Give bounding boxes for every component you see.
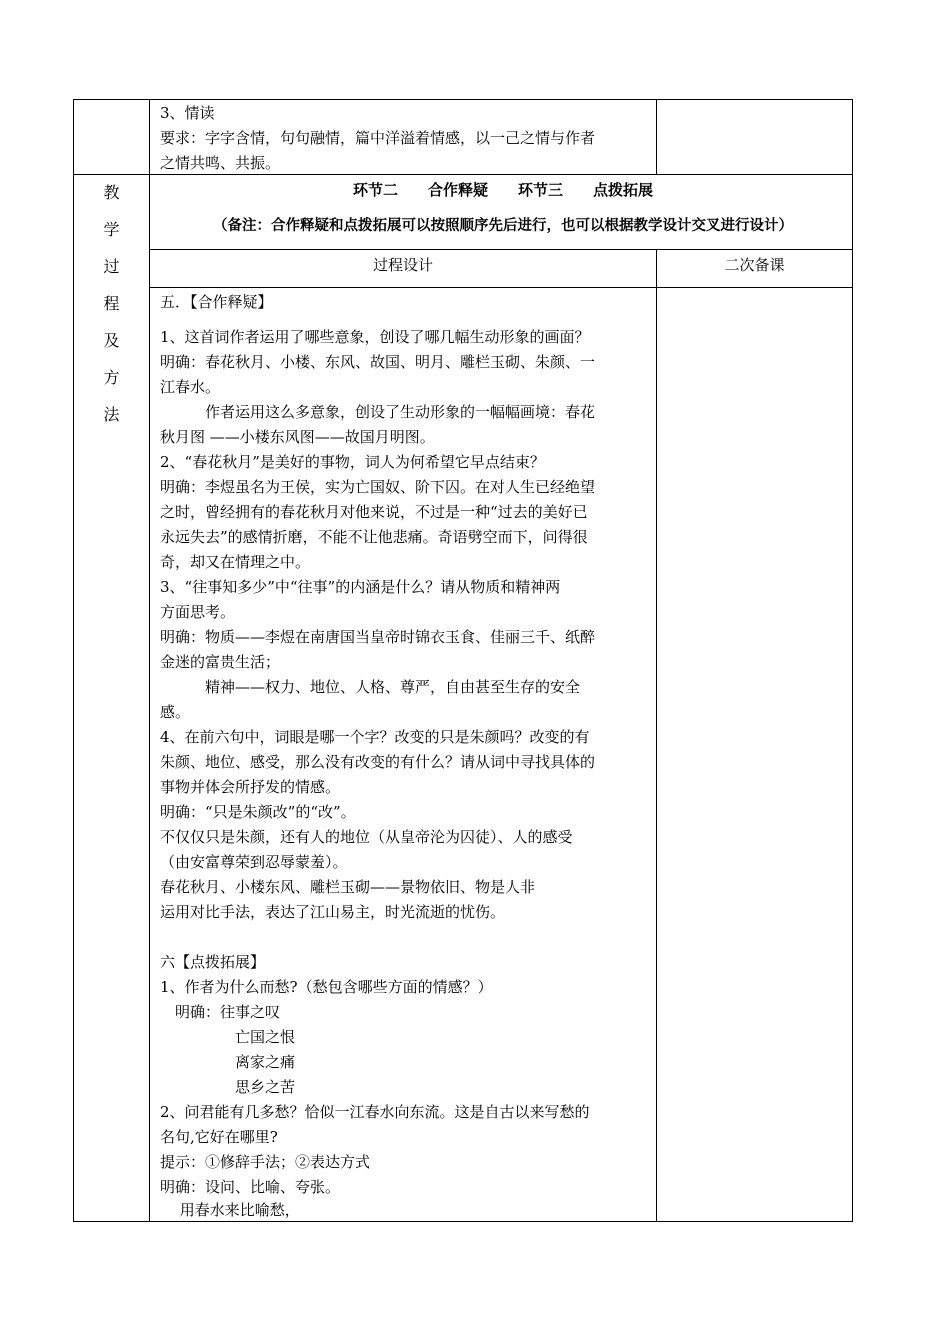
content-line: 永远失去”的感情折磨，不能不让他悲痛。奇语劈空而下，问得很 — [160, 528, 588, 546]
content-line: 明确：“只是朱颜改”的“改”。 — [160, 803, 356, 821]
section-title: 环节二 合作释疑 环节三 点拨拓展 — [352, 181, 653, 199]
content-line: 奇，却又在情理之中。 — [160, 553, 311, 571]
content-line: 六【点拨拓展】 — [160, 953, 266, 971]
row-divider-3 — [149, 287, 853, 288]
top-line: 3、情读 — [160, 104, 215, 122]
content-line: 1、作者为什么而愁?（愁包含哪些方面的情感？） — [160, 978, 493, 996]
second-prep-header: 二次备课 — [724, 256, 785, 274]
content-line: 秋月图 ——小楼东风图——故国月明图。 — [160, 428, 435, 446]
content-line: 金迷的富贵生活； — [160, 653, 281, 671]
content-line: 明确：设问、比喻、夸张。 — [160, 1178, 341, 1196]
content-line: 明确：往事之叹 — [160, 1003, 281, 1021]
content-line: （由安富尊荣到忍辱蒙羞）。 — [160, 853, 348, 871]
content-line: 1、这首词作者运用了哪些意象，创设了哪几幅生动形象的画面？ — [160, 328, 590, 346]
content-backup-divider — [656, 249, 657, 1222]
side-label-char: 程 — [103, 294, 120, 313]
content-line: 思乡之苦 — [160, 1078, 296, 1096]
content-line: 感。 — [160, 703, 191, 721]
side-label-char: 法 — [103, 405, 120, 424]
content-line: 方面思考。 — [160, 603, 236, 621]
table-right-border — [852, 99, 853, 1222]
side-label-char: 方 — [103, 368, 120, 387]
content-line: 春花秋月、小楼东风、雕栏玉砌——景物依旧、物是人非 — [160, 878, 536, 896]
top-line: 要求：字字含情，句句融情，篇中洋溢着情感，以一己之情与作者 — [160, 129, 596, 147]
content-line: 名句,它好在哪里? — [160, 1128, 278, 1146]
content-line: 2、“春花秋月”是美好的事物，词人为何希望它早点结束？ — [160, 453, 545, 471]
content-line: 事物并体会所抒发的情感。 — [160, 778, 341, 796]
row-divider-2 — [149, 249, 853, 250]
table-top-border — [73, 99, 853, 100]
content-line: 2、问君能有几多愁？恰似一江春水向东流。这是自古以来写愁的 — [160, 1103, 590, 1121]
content-line: 4、在前六句中，词眼是哪一个字？改变的只是朱颜吗？改变的有 — [160, 728, 590, 746]
process-design-header: 过程设计 — [372, 256, 433, 274]
content-line: 江春水。 — [160, 378, 221, 396]
content-line: 3、“往事知多少”中“往事”的内涵是什么？请从物质和精神两 — [160, 578, 561, 596]
content-line: 之时，曾经拥有的春花秋月对他来说，不过是一种“过去的美好已 — [160, 503, 588, 521]
section-note: （备注：合作释疑和点拨拓展可以按照顺序先后进行，也可以根据教学设计交叉进行设计） — [213, 217, 793, 234]
content-line: 朱颜、地位、感受，那么没有改变的有什么？请从词中寻找具体的 — [160, 753, 596, 771]
content-line: 运用对比手法，表达了江山易主，时光流逝的忧伤。 — [160, 903, 506, 921]
content-line: 用春水来比喻愁， — [160, 1201, 300, 1219]
content-line: 五．【合作释疑】 — [160, 293, 273, 311]
top-row-backup-divider — [656, 99, 657, 174]
content-line: 离家之痛 — [160, 1053, 296, 1071]
side-label-char: 学 — [103, 220, 120, 239]
content-line: 明确：李煜虽名为王侯，实为亡国奴、阶下囚。在对人生已经绝望 — [160, 478, 596, 496]
content-line: 不仅仅只是朱颜，还有人的地位（从皇帝沦为囚徒）、人的感受 — [160, 828, 573, 846]
side-label-char: 及 — [103, 331, 120, 350]
content-line: 亡国之恨 — [160, 1028, 296, 1046]
content-line: 作者运用这么多意象，创设了生动形象的一幅幅画境：春花 — [160, 403, 596, 421]
content-line: 精神——权力、地位、人格、尊严，自由甚至生存的安全 — [160, 678, 581, 696]
top-line: 之情共鸣、共振。 — [160, 154, 281, 172]
side-label-char: 教 — [103, 183, 120, 202]
content-line: 明确：春花秋月、小楼、东风、故国、明月、雕栏玉砌、朱颜、一 — [160, 353, 596, 371]
content-line: 明确：物质——李煜在南唐国当皇帝时锦衣玉食、佳丽三千、纸醉 — [160, 628, 596, 646]
content-line: 提示：①修辞手法；②表达方式 — [160, 1153, 371, 1171]
side-label-char: 过 — [103, 257, 120, 276]
